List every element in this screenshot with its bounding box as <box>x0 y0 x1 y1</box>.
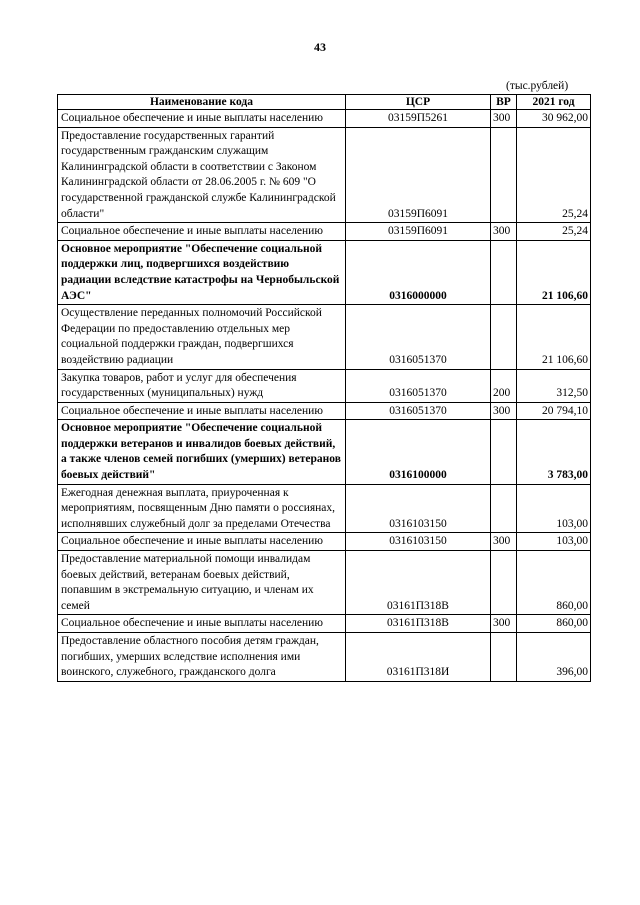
row-csr: 0316103150 <box>346 533 491 551</box>
row-csr: 03159П5261 <box>346 110 491 128</box>
row-csr: 0316051370 <box>346 369 491 402</box>
row-sum: 25,24 <box>517 127 591 223</box>
row-vr <box>491 633 517 682</box>
row-vr <box>491 484 517 533</box>
row-sum: 860,00 <box>517 615 591 633</box>
row-name: Социальное обеспечение и иные выплаты населению <box>58 533 346 551</box>
row-name: Социальное обеспечение и иные выплаты населению <box>58 402 346 420</box>
row-csr: 0316051370 <box>346 305 491 369</box>
row-sum: 312,50 <box>517 369 591 402</box>
row-name: Основное мероприятие "Обеспечение социальной поддержки ветеранов и инвалидов боевых действий, а также членов семей погибших (умерших) ветеранов боевых действий" <box>58 420 346 484</box>
row-vr: 300 <box>491 223 517 241</box>
budget-table <box>57 94 591 682</box>
row-sum: 860,00 <box>517 551 591 615</box>
table-row <box>58 420 591 484</box>
table-row <box>58 551 591 615</box>
row-name: Основное мероприятие "Обеспечение социальной поддержки лиц, подвергшихся воздействию радиации вследствие катастрофы на Чернобыльской АЭС" <box>58 240 346 304</box>
header-vr: ВР <box>491 95 517 110</box>
row-sum: 396,00 <box>517 633 591 682</box>
row-vr <box>491 127 517 223</box>
row-name: Предоставление государственных гарантий государственным гражданским служащим Калининградской области в соответствии с Законом Калининградской области от 28.06.2005 г. № 609 "О государственной гражданской службе Калининградской области" <box>58 127 346 223</box>
row-name: Предоставление областного пособия детям граждан, погибших, умерших вследствие исполнения ими воинского, служебного, гражданского долга <box>58 633 346 682</box>
header-csr: ЦСР <box>346 95 491 110</box>
row-csr: 03161П318В <box>346 615 491 633</box>
row-vr: 300 <box>491 533 517 551</box>
row-vr <box>491 551 517 615</box>
row-sum: 25,24 <box>517 223 591 241</box>
row-vr <box>491 305 517 369</box>
table-row <box>58 110 591 128</box>
row-name: Социальное обеспечение и иные выплаты населению <box>58 110 346 128</box>
row-name: Предоставление материальной помощи инвалидам боевых действий, ветеранам боевых действий, попавшим в экстремальную ситуацию, и членам их семей <box>58 551 346 615</box>
row-csr: 0316000000 <box>346 240 491 304</box>
header-year: 2021 год <box>517 95 591 110</box>
row-sum: 30 962,00 <box>517 110 591 128</box>
table-header-row <box>58 95 591 110</box>
row-name: Социальное обеспечение и иные выплаты населению <box>58 223 346 241</box>
row-sum: 103,00 <box>517 533 591 551</box>
row-csr: 03159П6091 <box>346 223 491 241</box>
row-sum: 3 783,00 <box>517 420 591 484</box>
table-row <box>58 402 591 420</box>
table-row <box>58 484 591 533</box>
table-row <box>58 615 591 633</box>
row-vr <box>491 420 517 484</box>
row-sum: 21 106,60 <box>517 240 591 304</box>
row-sum: 20 794,10 <box>517 402 591 420</box>
row-sum: 103,00 <box>517 484 591 533</box>
row-csr: 03159П6091 <box>346 127 491 223</box>
row-csr: 03161П318И <box>346 633 491 682</box>
row-sum: 21 106,60 <box>517 305 591 369</box>
row-name: Социальное обеспечение и иные выплаты населению <box>58 615 346 633</box>
page-number: 43 <box>314 40 326 54</box>
table-row <box>58 633 591 682</box>
row-vr: 200 <box>491 369 517 402</box>
header-name: Наименование кода <box>58 95 346 110</box>
table-row <box>58 305 591 369</box>
row-csr: 0316051370 <box>346 402 491 420</box>
row-vr: 300 <box>491 615 517 633</box>
table-row <box>58 240 591 304</box>
row-vr: 300 <box>491 402 517 420</box>
row-csr: 03161П318В <box>346 551 491 615</box>
row-vr <box>491 240 517 304</box>
table-row <box>58 127 591 223</box>
row-name: Ежегодная денежная выплата, приуроченная к мероприятиям, посвященным Дню памяти о россиянах, исполнявших служебный долг за пределами Отечества <box>58 484 346 533</box>
row-name: Осуществление переданных полномочий Российской Федерации по предоставлению отдельных мер социальной поддержки граждан, подвергшихся воздействию радиации <box>58 305 346 369</box>
unit-note: (тыс.рублей) <box>506 80 569 92</box>
row-vr: 300 <box>491 110 517 128</box>
table-row <box>58 533 591 551</box>
row-csr: 0316103150 <box>346 484 491 533</box>
table-body <box>58 110 591 682</box>
row-name: Закупка товаров, работ и услуг для обеспечения государственных (муниципальных) нужд <box>58 369 346 402</box>
table-row <box>58 223 591 241</box>
table-row <box>58 369 591 402</box>
row-csr: 0316100000 <box>346 420 491 484</box>
